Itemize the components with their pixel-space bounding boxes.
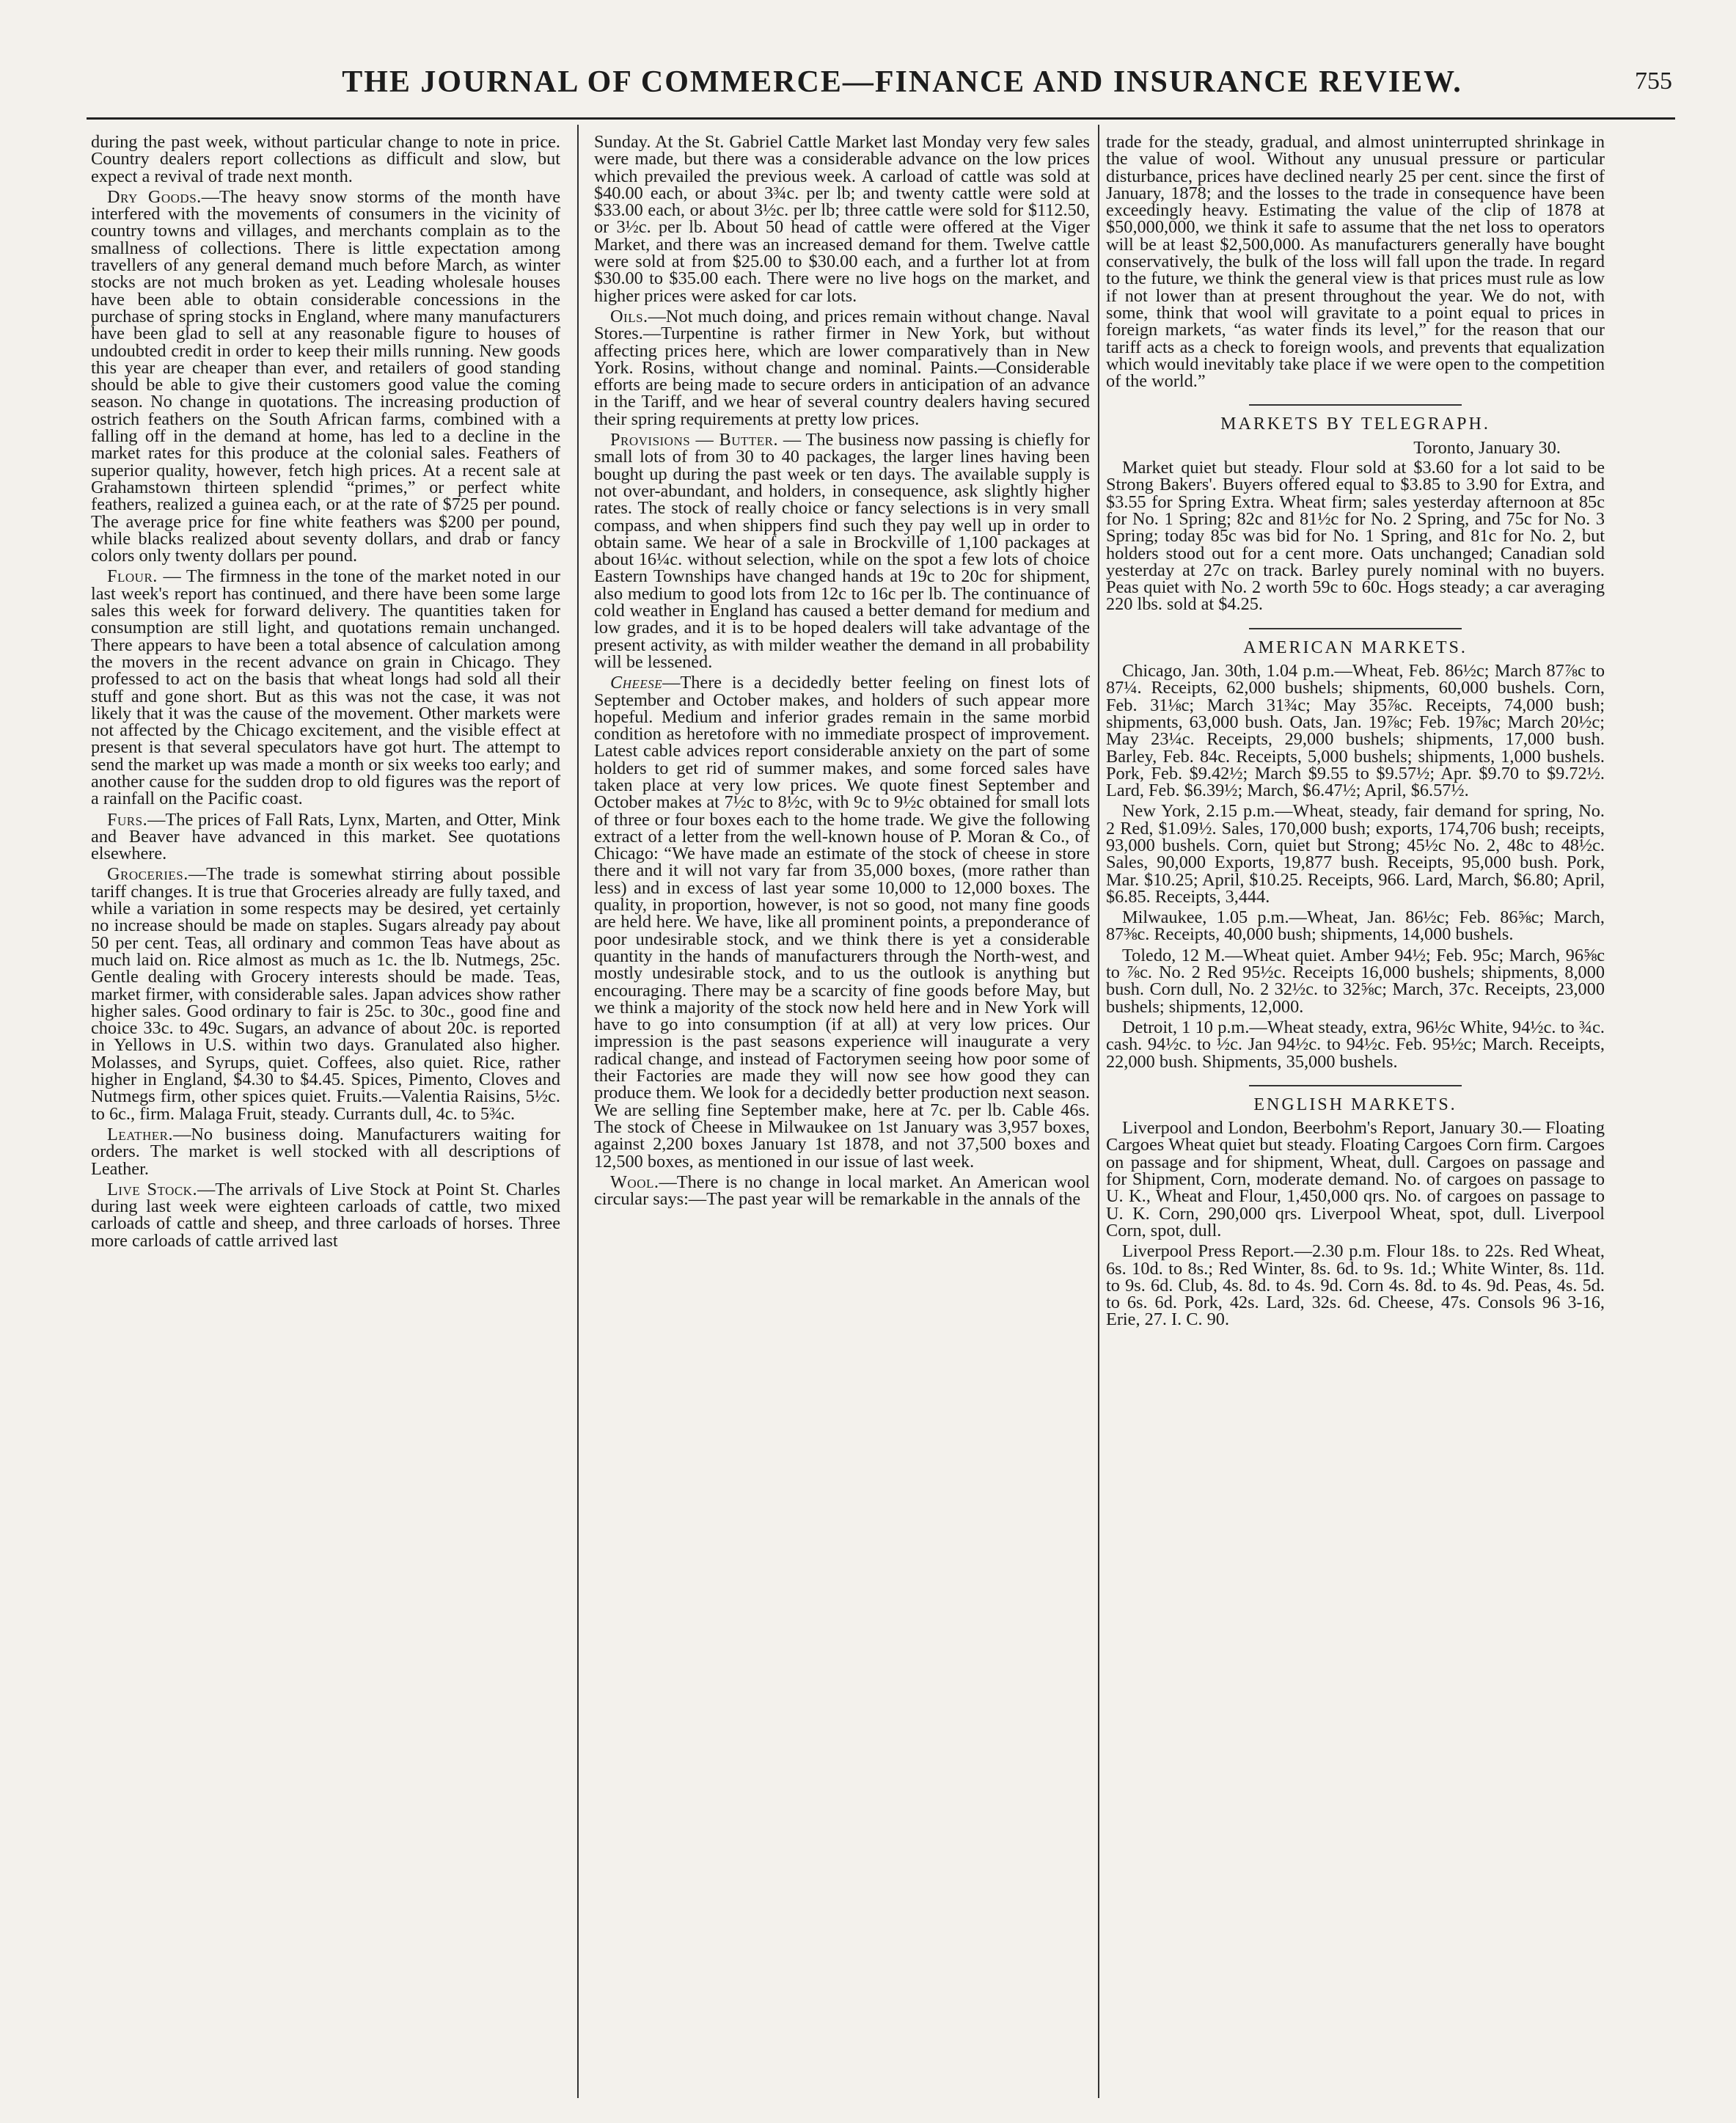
text-groceries: —The trade is somewhat stirring about possible tariff changes. It is true that Groceries already are fully taxed, and while a variation in some respects may be desired, yet certainly no increase should be made on staples. Sugars already pay about 50 per cent. Teas, all ordinary and common Teas have about as much laid on. Rice almost as much as 1c. the lb. Nutmegs, 25c. Gentle dealing with Grocery interests should be made. Teas, market firmer, with considerable sales. Japan advices show rather higher sales. Good ordinary to fair is 25c. to 30c., good fine and choice 33c. to 49c. Sugars, an advance of about 20c. is reported in Yellows in U.S. within two days. Granulated also higher. Molasses, and Syrups, quiet. Coffees, also quiet. Rice, rather higher in England, $4.30 to $4.45. Spices, Pimento, Cloves and Nutmegs firm, other spices quiet. Fruits.—Valentia Raisins, 5½c. to 6c., firm. Malaga Fruit, steady. Currants dull, 4c. to 5¾c. — [91, 864, 560, 1124]
paragraph-milwaukee: Milwaukee, 1.05 p.m.—Wheat, Jan. 86½c; Feb. 86⅝c; March, 87⅜c. Receipts, 40,000 bush; shipments, 14,000 bushels. — [1106, 907, 1605, 945]
paragraph-dry-goods — [91, 186, 560, 566]
section-rule — [1249, 404, 1462, 406]
paragraph-liverpool-london: Liverpool and London, Beerbohm's Report, January 30.— Floating Cargoes Wheat quiet but steady. Floating Cargoes Corn firm. Cargoes on passage and for shipment, Wheat, dull. Cargoes on passage and for Shipment, Corn, moderate demand. No. of cargoes on passage to U. K., Wheat and Flour, 1,450,000 qrs. No. of cargoes on passage to U. K. Corn, 290,000 qrs. Liverpool Wheat, spot, dull. Liverpool Corn, spot, dull. — [1106, 1118, 1605, 1240]
section-title-american: AMERICAN MARKETS. — [1243, 637, 1468, 657]
paragraph-continued: during the past week, without particular change to note in price. Country dealers report collections as difficult and slow, but expect a revival of trade next month. — [91, 134, 560, 186]
paragraph-provisions — [594, 431, 1090, 670]
column-rule — [1098, 125, 1099, 2098]
paragraph-groceries — [91, 866, 560, 1122]
text-leather: —No business doing. Manufacturers waiting for orders. The market is well stocked with all descriptions of Leather. — [91, 1124, 560, 1179]
header-rule — [87, 117, 1675, 120]
heading-leather: Leather. — [107, 1124, 174, 1144]
paragraph-wool — [594, 1174, 1090, 1208]
text-oils: —Not much doing, and prices remain without change. Naval Stores.—Turpentine is rather firmer in New York, but without affecting prices here, which are lower comparatively than in New York. Rosins, without change and nominal. Paints.—Considerable efforts are being made to secure orders in anticipation of an advance in the Tariff, and we hear of several country dealers having secured their spring requirements at pretty low prices. — [594, 306, 1090, 429]
paragraph-chicago: Chicago, Jan. 30th, 1.04 p.m.—Wheat, Feb. 86½c; March 87⅞c to 87¼. Receipts, 62,000 bushels; shipments, 60,000 bushels. Corn, Feb. 31⅛c; March 31¾c; May 35⅞c. Receipts, 74,000 bush; shipments, 63,000 bush. Oats, Jan. 19⅞c; Feb. 19⅞c; March 20½c; May 23¼c. Receipts, 29,000 bushels; shipments, 17,000 bush. Barley, Feb. 84c. Receipts, 5,000 bushels; shipments, 1,000 bushels. Pork, Feb. $9.42½; March $9.55 to $9.57½; Apr. $9.70 to $9.72½. Lard, Feb. $6.39½; March, $6.47½; April, $6.57½. — [1106, 661, 1605, 801]
paragraph-liverpool-press: Liverpool Press Report.—2.30 p.m. Flour 18s. to 22s. Red Wheat, 6s. 10d. to 8s.; Red Winter, 8s. 6d. to 9s. 1d.; White Winter, 8s. 11d. to 9s. 6d. Club, 4s. 8d. to 4s. 9d. Corn 4s. 8d. to 4s. 9d. Peas, 4s. 5d. to 6s. 6d. Pork, 42s. Lard, 32s. 6d. Cheese, 47s. Consols 96 3-16, Erie, 27. I. C. 90. — [1106, 1241, 1605, 1330]
paragraph-telegraph: Market quiet but steady. Flour sold at $3.60 for a lot said to be Strong Bakers'. Buyers offered equal to $3.85 to 3.90 for Extra, and $3.55 for Spring Extra. Wheat firm; sales yesterday afternoon at 85c for No. 1 Spring; 82c and 81½c for No. 2 Spring, and 75c for No. 3 Spring; today 85c was bid for No. 1 Spring, and 81c for No. 2, but holders stood out for a cent more. Oats unchanged; Canadian sold yesterday at 27c on track. Barley purely nominal with no buyers. Peas quiet with No. 2 worth 59c to 60c. Hogs steady; a car averaging 220 lbs. sold at $4.25. — [1106, 458, 1605, 615]
page-number: 755 — [1635, 67, 1672, 95]
heading-wool: Wool. — [610, 1172, 659, 1192]
paragraph-new-york: New York, 2.15 p.m.—Wheat, steady, fair demand for spring, No. 2 Red, $1.09½. Sales, 170,000 bush; exports, 174,706 bush; receipts, 93,000 bushels. Corn, quiet but Strong; 45½c No. 2, 48c to 48½c. Sales, 90,000 Exports, 19,877 bush. Receipts, 95,000 bush. Pork, Mar. $10.25; April, $10.25. Receipts, 966. Lard, March, $6.80; April, $6.85. Receipts, 3,444. — [1106, 801, 1605, 907]
column-1 — [91, 134, 560, 2085]
column-rule — [577, 125, 579, 2098]
text-furs: —The prices of Fall Rats, Lynx, Marten, and Otter, Mink and Beaver have advanced in this market. See quotations elsewhere. — [91, 809, 560, 864]
text-live-stock: —The arrivals of Live Stock at Point St. Charles during last week were eighteen carloads of cattle, two mixed carloads of cattle and sheep, and three carloads of horses. Three more carloads of cattle arrived last — [91, 1179, 560, 1251]
heading-furs: Furs. — [107, 809, 148, 830]
paragraph-continued: Sunday. At the St. Gabriel Cattle Market last Monday very few sales were made, but there was a considerable advance on the low prices which prevailed the previous week. A carload of cattle was sold at $40.00 each, or about 3¾c. per lb; and twenty cattle were sold at $33.00 each, or about 3½c. per lb; three cattle were sold for $112.50, or 3½c. per lb. About 50 head of cattle were offered at the Viger Market, and there was an increased demand for them. Twelve cattle were sold at from $25.00 to $30.00 each, and a further lot at from $30.00 to $35.00 each. There were no live hogs on the market, and higher prices were asked for car lots. — [594, 134, 1090, 306]
column-3 — [1106, 134, 1605, 2085]
page-header — [88, 65, 1672, 109]
paragraph-cheese — [594, 674, 1090, 1170]
paragraph-detroit: Detroit, 1 10 p.m.—Wheat steady, extra, 96½c White, 94½c. to ¾c. cash. 94½c. to ½c. Jan 94½c. to 94½c. Feb. 95½c; March. Receipts, 22,000 bush. Shipments, 35,000 bushels. — [1106, 1017, 1605, 1072]
heading-provisions: Provisions — Butter. — [610, 430, 779, 450]
text-dry-goods: —The heavy snow storms of the month have interfered with the movements of consumers in the vicinity of country towns and villages, and merchants complain as to the smallness of collections. There is little expectation among travellers of any general demand much before March, as winter stocks are not much broken as yet. Leading wholesale houses have been able to obtain considerable concessions in the purchase of spring stocks in England, where many manufacturers have been glad to sell at any reasonable figure to houses of undoubted credit in order to keep their mills running. New goods this year are cheaper than ever, and retailers of good standing should be able to give their customers good value the coming season. No change in quotations. The increasing production of ostrich feathers on the South African farms, combined with a falling off in the demand at home, has led to a decline in the market rates for this produce at the colonial sales. Feathers of superior quality, however, fetch high prices. At a recent sale at Grahamstown thirteen splendid “primes,” or perfect white feathers, realized a guinea each, or at the rate of $725 per pound. The average price for fine white feathers was $200 per pound, while blacks realized about seventy dollars, and drab or fancy colors only twenty dollars per pound. — [91, 186, 560, 566]
heading-oils: Oils. — [610, 306, 648, 326]
text-flour: — The firmness in the tone of the market noted in our last week's report has continued, and there have been some large sales this week for forward delivery. The quantities taken for consumption are still light, and quotations remain unchanged. There appears to have been a total absence of calculation among the movers in the recent advance on grain in Chicago. They professed to act on the basis that wheat longs had sold all their stuff and gone short. But as this was not the case, it was not likely that it was the cause of the movement. Other markets were not affected by the Chicago excitement, and the visible effect at present is that several speculators have got hurt. The attempt to send the market up was made a month or six weeks too early; and another cause for the sudden drop to old figures was the report of a rainfall on the Pacific coast. — [91, 566, 560, 809]
section-rule — [1249, 628, 1462, 629]
text-cheese: —There is a decidedly better feeling on finest lots of September and October makes, and holders of such appear more hopeful. Medium and inferior grades remain in the same morbid condition as heretofore with no immediate prospect of improvement. Latest cable advices report considerable anxiety on the part of some holders to get rid of summer makes, and some forced sales have taken place at very low prices. We quote finest September and October makes at 7½c to 8½c, with 9c to 9½c obtained for small lots of three or four boxes each to the home trade. We give the following extract of a letter from the well-known house of P. Moran & Co., of Chicago: “We have made an estimate of the stock of cheese in store there and it will not vary far from 35,000 boxes, (more rather than less) and in excess of last year some 10,000 to 12,000 boxes. The quality, in proportion, however, is not so good, not many fine goods are held here. We have, like all prominent points, a preponderance of poor undesirable stock, and we think there is yet a considerable quantity in the hands of manufacturers through the North-west, and mostly undesirable stock, and to us the outlook is anything but encouraging. There may be a scarcity of fine goods before May, but we think a majority of the stock now held here and in New York will have to go into consumption (if at all) at very low prices. Our impression is the past seasons experience will inaugurate a very radical change, and instead of Factorymen seeing how poor some of their Factories are made they will now see how good they can produce them. We look for a decidedly better production next season. We are selling fine September make, here at 7c. per lb. Cable 46s. The stock of Cheese in Milwaukee on 1st January was 3,957 boxes, against 2,200 boxes January 1st 1878, and not 37,500 boxes and 12,500 boxes, as mentioned in our issue of last week. — [594, 673, 1090, 1172]
paragraph-continued: trade for the steady, gradual, and almost uninterrupted shrinkage in the value of wool. Without any unusual pressure or particular disturbance, prices have declined nearly 25 per cent. since the first of January, 1878; and the losses to the trade in consequence have been exceedingly heavy. Estimating the value of the clip of 1878 at $50,000,000, we think it safe to assume that the net loss to operators will be at least $2,500,000. As manufacturers generally have bought conservatively, the bulk of the loss will fall upon the trade. In regard to the future, we think the general view is that prices must rule as low if not lower than at present throughout the year. We do not, with some, think that wool will gravitate to a point equal to prices in foreign markets, “as water finds its level,” for the reason that our tariff acts as a check to foreign wools, and prevents that equalization which would inevitably take place if we were open to the competition of the world.” — [1106, 134, 1605, 392]
section-title-telegraph: MARKETS BY TELEGRAPH. — [1220, 414, 1490, 434]
heading-dry-goods: Dry Goods. — [107, 186, 202, 207]
paragraph-live-stock — [91, 1181, 560, 1249]
paragraph-toledo: Toledo, 12 M.—Wheat quiet. Amber 94½; Feb. 95c; March, 96⅝c to ⅞c. No. 2 Red 95½c. Receipts 16,000 bushels; shipments, 8,000 bush. Corn dull, No. 2 32½c. to 32⅝c; March, 37c. Receipts, 23,000 bushels; shipments, 12,000. — [1106, 945, 1605, 1017]
section-rule — [1249, 1085, 1462, 1086]
paragraph-flour — [91, 568, 560, 807]
heading-cheese: Cheese — [610, 673, 663, 693]
paragraph-furs — [91, 811, 560, 863]
paragraph-leather — [91, 1126, 560, 1177]
journal-title: THE JOURNAL OF COMMERCE—FINANCE AND INSURANCE REVIEW. — [342, 65, 1462, 99]
paragraph-oils — [594, 308, 1090, 428]
column-2 — [594, 134, 1090, 2085]
heading-flour: Flour. — [107, 566, 158, 587]
text-wool: —There is no change in local market. An American wool circular says:—The past year will be remarkable in the annals of the — [594, 1172, 1090, 1210]
text-provisions: — The business now passing is chiefly for small lots of from 30 to 40 packages, the larger lines having been bought up during the past week or ten days. The available supply is not over-abundant, and holders, in consequence, ask slightly higher rates. The stock of really choice or fancy selections is in very small compass, and when shippers find such they pay well up in order to obtain same. We hear of a sale in Brockville of 1,100 packages at about 16¼c. without selection, while on the spot a few lots of choice Eastern Townships have changed hands at 19c to 20c for shipment, also medium to good lots from 12c to 16c per lb. The continuance of cold weather in England has caused a better demand for medium and low grades, and it is to be hoped dealers will take advantage of the present activity, as with milder weather the demand in all probability will be lessened. — [594, 430, 1090, 672]
heading-live-stock: Live Stock. — [107, 1179, 198, 1199]
heading-groceries: Groceries. — [107, 864, 188, 885]
section-title-english: ENGLISH MARKETS. — [1253, 1095, 1457, 1114]
telegraph-dateline: Toronto, January 30. — [1413, 437, 1561, 458]
